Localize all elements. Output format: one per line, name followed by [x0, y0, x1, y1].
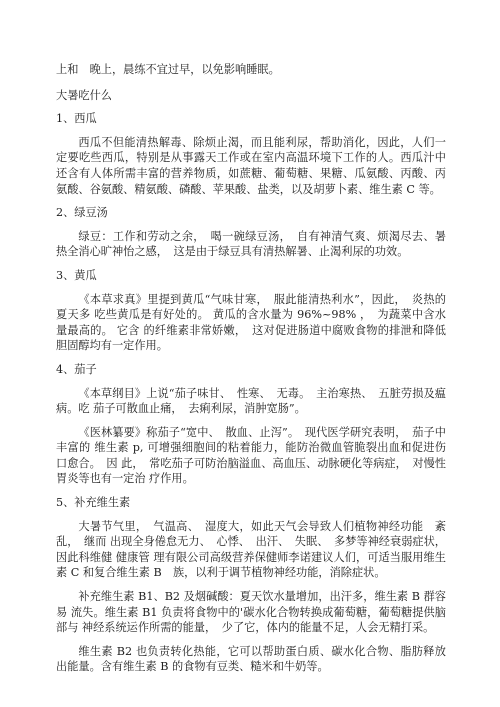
- section-heading-mungbean-soup: 2、绿豆汤: [56, 206, 108, 220]
- section-paragraph: 《本草纲目》上说“茄子味甘、 性寒、 无毒。 主治寒热、 五脏劳损及瘟病。吃 茄子可散血止痛， 去痢利尿，消肿宽肠”。: [56, 386, 446, 416]
- section-paragraph: 绿豆：工作和劳动之余， 喝一碗绿豆汤， 自有神清气爽、烦渴尽去、暑热全消心旷神怡之感， 这是由于绿豆具有清热解暑、止渴利尿的功效。: [56, 229, 446, 259]
- section-heading-cucumber: 3、黄瓜: [56, 268, 97, 282]
- section-heading-vitamins: 5、补充维生素: [56, 496, 131, 510]
- section-paragraph: 维生素 B2 也负责转化热能，它可以帮助蛋白质、碳水化合物、脂肪释放出能量。含有维生素 B 的食物有豆类、糙米和牛奶等。: [56, 644, 446, 674]
- section-heading-watermelon: 1、西瓜: [56, 112, 97, 126]
- article-title: 大暑吃什么: [56, 88, 112, 102]
- section-paragraph: 《本草求真》里提到黄瓜“气味甘寒， 服此能清热利水”，因此， 炎热的夏天多 吃些黄瓜是有好处的。 黄瓜的含水量为 96%~98% ， 为蔬菜中含水量最高的。 它含 的纤维素非常娇嫩， 这对促进肠道中腐败食物的排泄和降低胆固醇均有一定作用。: [56, 292, 446, 353]
- section-paragraph: 大暑节气里， 气温高、 湿度大，如此天气会导致人们植物神经功能 紊乱， 继而 出现全身倦怠无力、 心悸、 出汗、 失眠、 多梦等神经衰弱症状，因此科维健 健康管 理有限公司高级营养保健师李诺建议人们，可适当服用维生素 C 和复合维生素 B 族，以利于调节植物神经功能，消除症状。: [56, 519, 446, 580]
- intro-text: 上和 晚上，晨练不宜过早，以免影响睡眠。: [56, 63, 280, 76]
- section-paragraph: 《医林纂要》称茄子“宽中、 散血、止泻”。 现代医学研究表明， 茄子中丰富的 维生素 p, 可增强细胞间的粘着能力，能防治微血管脆裂出血和促进伤口愈合。 因 此， 常吃茄子可防治脑溢血、高血压、动脉硬化等病症， 对慢性胃炎等也有一定治 疗作用。: [56, 425, 446, 486]
- section-paragraph: 补充维生素 B1、B2 及烟碱酸：夏天饮水量增加，出汗多，维生素 B 群容易 流失。维生素 B1 负责将食物中的'碳水化合物转换成葡萄糖，葡萄糖提供脑部与 神经系统运作所需的能量， 少了它，体内的能量不足，人会无精打采。: [56, 590, 446, 635]
- section-paragraph: 西瓜不但能清热解毒、除烦止渴，而且能利尿，帮助消化，因此，人们一定要吃些西瓜，特别是从事露天工作或在室内高温环境下工作的人。西瓜汁中还含有人体所需丰富的营养物质，如蔗糖、葡萄糖、果糖、瓜氨酸、丙酸、丙氨酸、谷氨酸、精氨酸、磷酸、苹果酸、盐类，以及胡萝卜素、维生素 C 等。: [56, 135, 446, 196]
- section-heading-eggplant: 4、茄子: [56, 362, 97, 376]
